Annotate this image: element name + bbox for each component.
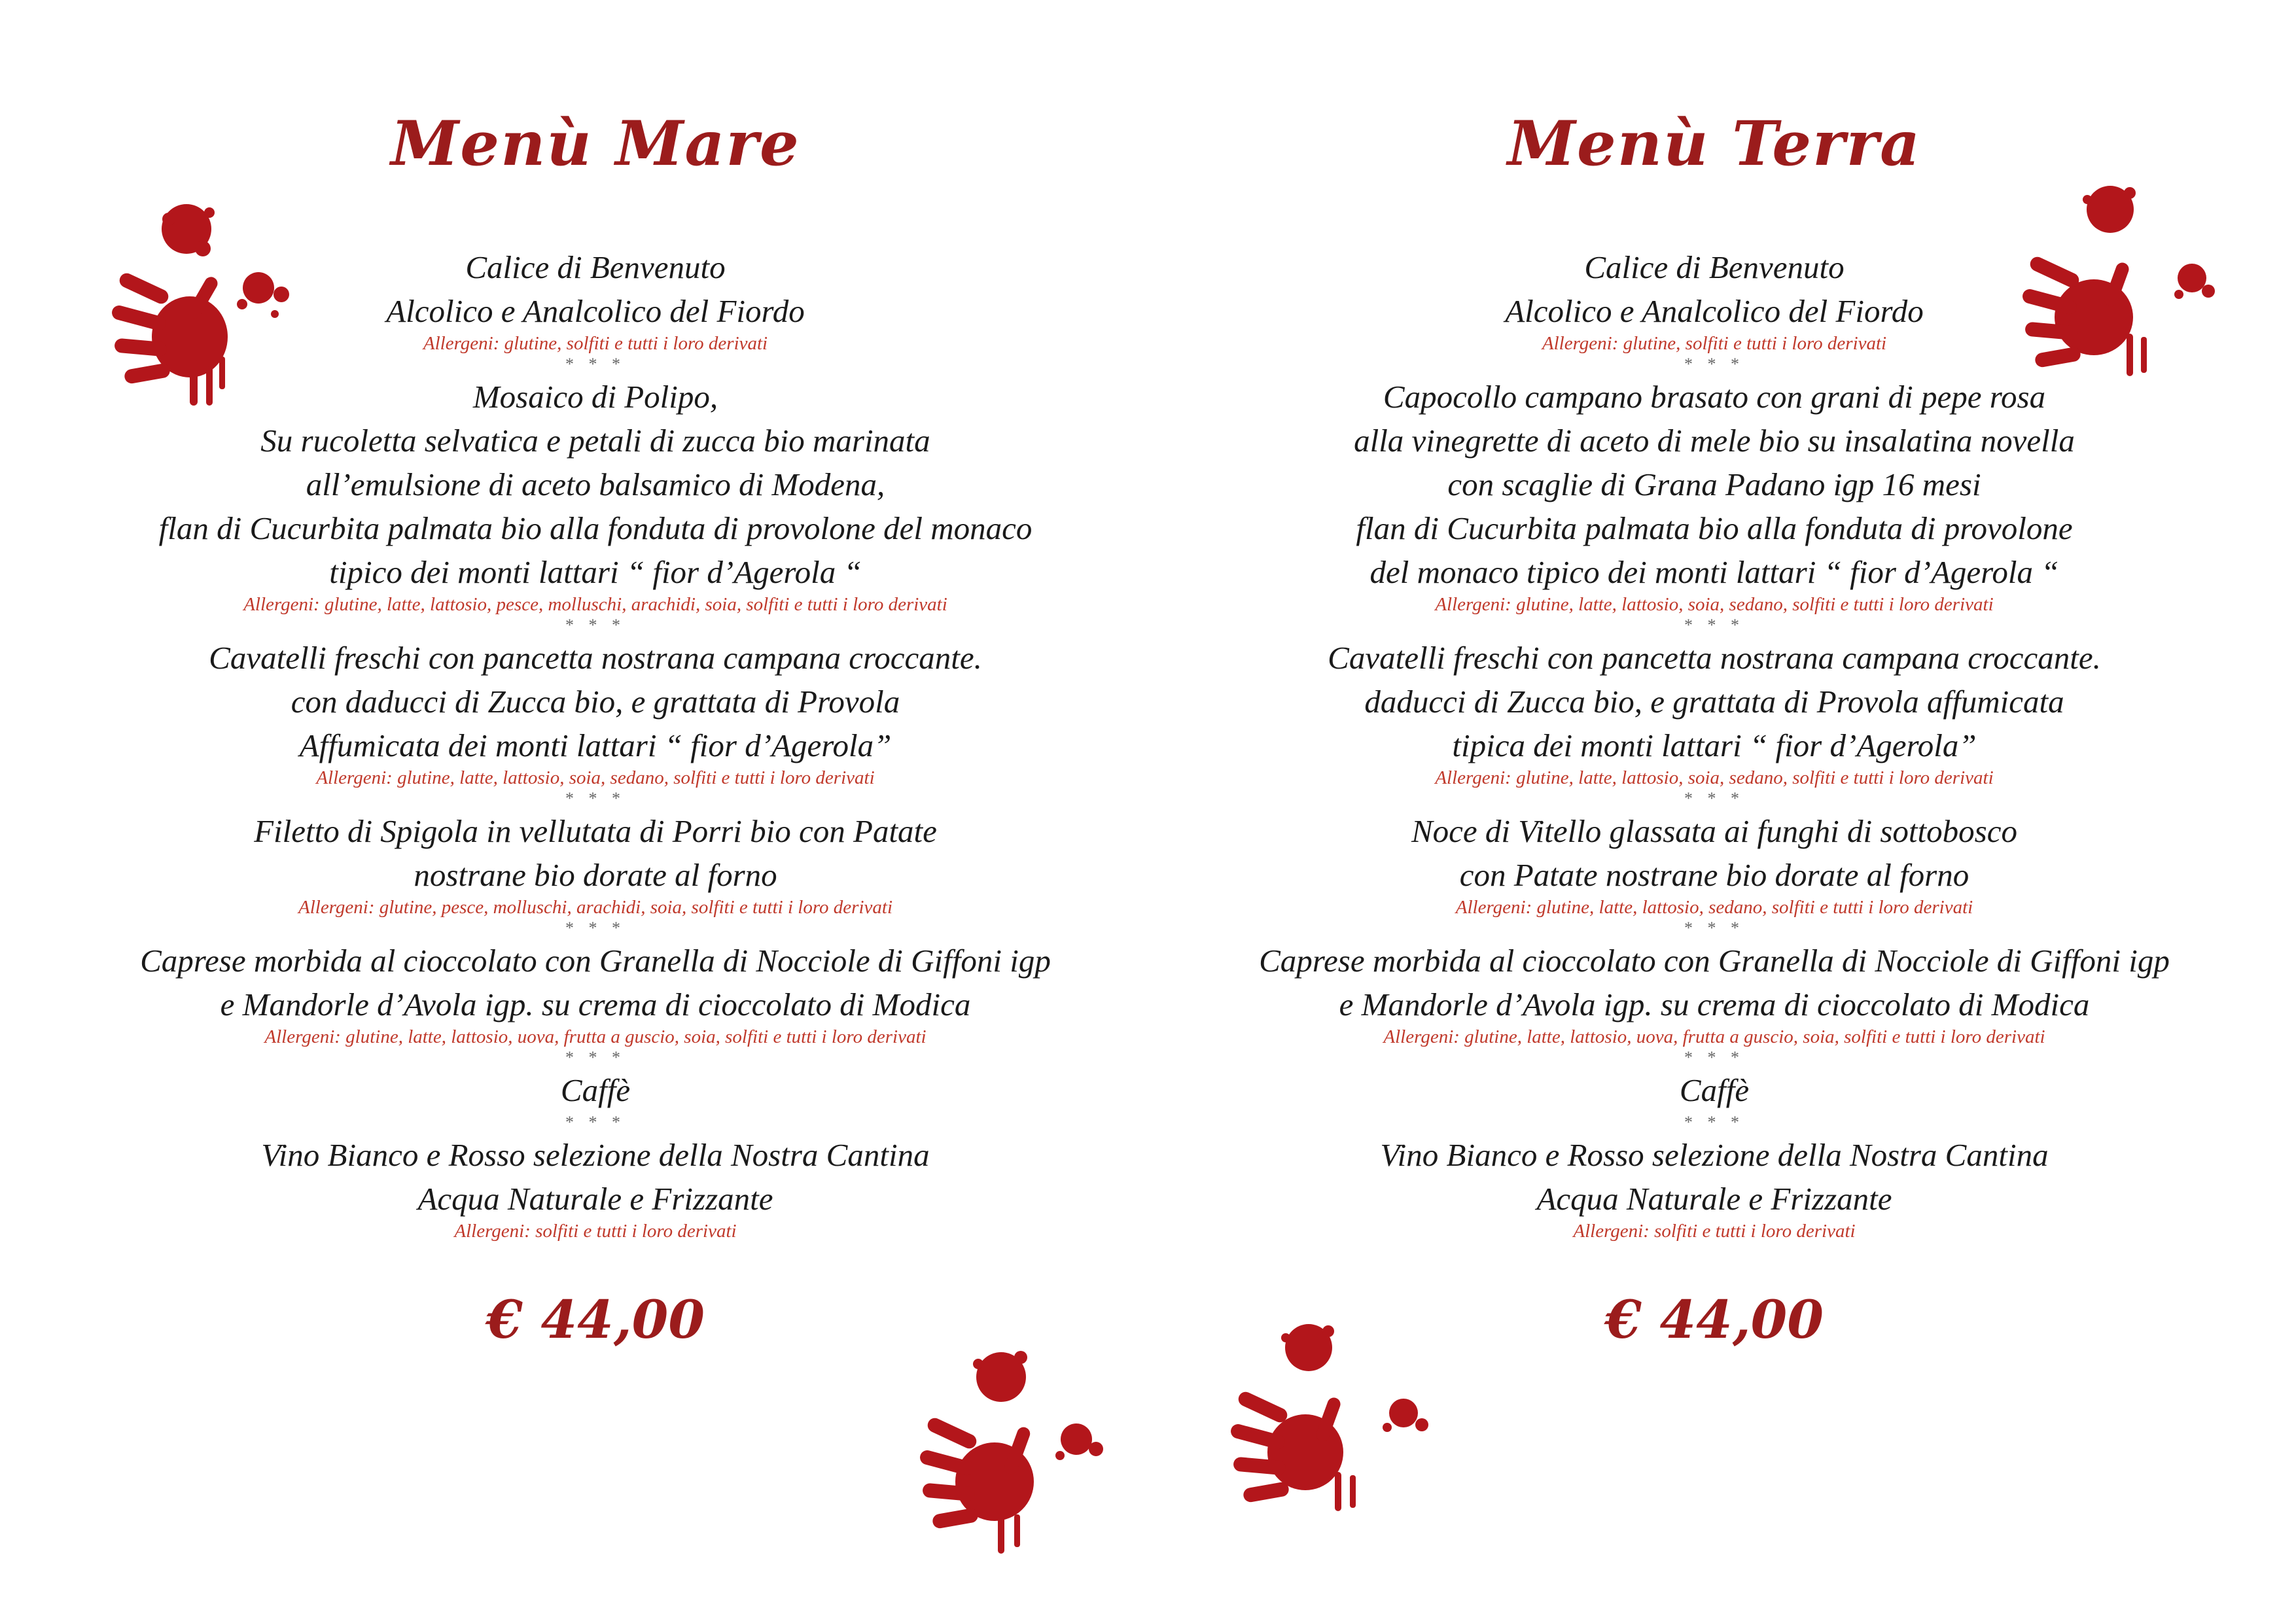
dish-line: Mosaico di Polipo, (472, 379, 718, 415)
separator: * * * (565, 1048, 626, 1067)
dish-line: Affumicata dei monti lattari “ fior d’Agerola” (299, 727, 892, 763)
separator: * * * (565, 616, 626, 635)
dish-line: e Mandorle d’Avola igp. su crema di cioccolato di Modica (220, 986, 971, 1022)
dish-line: Acqua Naturale e Frizzante (1536, 1181, 1892, 1217)
course-secondo (1204, 809, 2225, 939)
dish-line: flan di Cucurbita palmata bio alla fonduta di provolone del monaco (158, 510, 1033, 546)
separator: * * * (1684, 918, 1744, 937)
separator: * * * (1684, 1113, 1744, 1132)
allergen-note: Allergeni: glutine, latte, lattosio, soia, sedano, solfiti e tutti i loro derivati (1435, 767, 1994, 788)
separator: * * * (565, 918, 626, 937)
menu-price: € 44,00 (1604, 1289, 1824, 1350)
course-drinks (85, 1133, 1106, 1242)
dish-line: Cavatelli freschi con pancetta nostrana campana croccante. (1328, 640, 2101, 676)
dish-line: Acqua Naturale e Frizzante (417, 1181, 773, 1217)
dish-line: Noce di Vitello glassata ai funghi di sottobosco (1411, 813, 2017, 849)
allergen-note: Allergeni: glutine, latte, lattosio, uova, frutta a guscio, soia, solfiti e tutti i loro derivati (264, 1026, 927, 1047)
dish-line: con daducci di Zucca bio, e grattata di Provola (291, 684, 900, 720)
dish-line: Alcolico e Analcolico del Fiordo (1505, 293, 1924, 329)
dish-line: Capocollo campano brasato con grani di pepe rosa (1383, 379, 2046, 415)
dish-line: del monaco tipico dei monti lattari “ fior d’Agerola “ (1369, 554, 2059, 590)
course-antipasto (1204, 375, 2225, 636)
menu-price: € 44,00 (486, 1289, 705, 1350)
course-primo (85, 636, 1106, 809)
separator: * * * (565, 355, 626, 374)
separator: * * * (565, 789, 626, 808)
separator: * * * (1684, 1048, 1744, 1067)
dish-line: Caffè (1679, 1072, 1750, 1108)
separator: * * * (1684, 355, 1744, 374)
dish-line: con Patate nostrane bio dorate al forno (1459, 857, 1969, 893)
menu-title: Menù Mare (391, 108, 800, 180)
separator: * * * (565, 1113, 626, 1132)
allergen-note: Allergeni: glutine, solfiti e tutti i loro derivati (423, 333, 768, 354)
menu-body (85, 245, 1106, 1350)
dish-line: Vino Bianco e Rosso selezione della Nostra Cantina (1380, 1137, 2049, 1173)
dish-line: Caprese morbida al cioccolato con Granella di Nocciole di Giffoni igp (1259, 943, 2170, 979)
allergen-note: Allergeni: glutine, latte, lattosio, sedano, solfiti e tutti i loro derivati (1455, 897, 1973, 918)
dish-line: nostrane bio dorate al forno (414, 857, 777, 893)
dish-line: flan di Cucurbita palmata bio alla fonduta di provolone (1356, 510, 2073, 546)
dish-line: Filetto di Spigola in vellutata di Porri bio con Patate (254, 813, 937, 849)
dish-line: Calice di Benvenuto (1584, 249, 1845, 285)
course-caffe (85, 1068, 1106, 1133)
separator: * * * (1684, 616, 1744, 635)
dish-line: alla vinegrette di aceto di mele bio su insalatina novella (1354, 423, 2075, 459)
dish-line: Caffè (560, 1072, 631, 1108)
course-secondo (85, 809, 1106, 939)
menu-title: Menù Terra (1507, 108, 1922, 180)
allergen-note: Allergeni: glutine, solfiti e tutti i loro derivati (1542, 333, 1887, 354)
allergen-note: Allergeni: solfiti e tutti i loro derivati (1573, 1221, 1856, 1242)
dish-line: con scaglie di Grana Padano igp 16 mesi (1447, 466, 1981, 502)
allergen-note: Allergeni: solfiti e tutti i loro derivati (454, 1221, 737, 1242)
course-dolce (85, 939, 1106, 1068)
menu-body (1204, 245, 2225, 1350)
allergen-note: Allergeni: glutine, latte, lattosio, uova, frutta a guscio, soia, solfiti e tutti i loro derivati (1383, 1026, 2045, 1047)
dish-line: Cavatelli freschi con pancetta nostrana campana croccante. (209, 640, 982, 676)
dish-line: tipico dei monti lattari “ fior d’Agerola “ (329, 554, 862, 590)
course-primo (1204, 636, 2225, 809)
course-welcome (85, 245, 1106, 375)
allergen-note: Allergeni: glutine, latte, lattosio, pesce, molluschi, arachidi, soia, solfiti e tutti i loro derivati (243, 594, 947, 615)
course-caffe (1204, 1068, 2225, 1133)
dish-line: tipica dei monti lattari “ fior d’Agerola” (1452, 727, 1977, 763)
dish-line: Caprese morbida al cioccolato con Granella di Nocciole di Giffoni igp (140, 943, 1051, 979)
bloody-handprint-icon (887, 1328, 1122, 1563)
separator: * * * (1684, 789, 1744, 808)
allergen-note: Allergeni: glutine, latte, lattosio, soia, sedano, solfiti e tutti i loro derivati (1435, 594, 1994, 615)
dish-line: daducci di Zucca bio, e grattata di Provola affumicata (1364, 684, 2064, 720)
course-welcome (1204, 245, 2225, 375)
course-dolce (1204, 939, 2225, 1068)
course-antipasto (85, 375, 1106, 636)
dish-line: Su rucoletta selvatica e petali di zucca bio marinata (260, 423, 930, 459)
dish-line: Alcolico e Analcolico del Fiordo (386, 293, 805, 329)
dish-line: Calice di Benvenuto (465, 249, 726, 285)
allergen-note: Allergeni: glutine, pesce, molluschi, arachidi, soia, solfiti e tutti i loro derivati (298, 897, 893, 918)
dish-line: Vino Bianco e Rosso selezione della Nostra Cantina (261, 1137, 930, 1173)
dish-line: all’emulsione di aceto balsamico di Modena, (306, 466, 885, 502)
course-drinks (1204, 1133, 2225, 1242)
dish-line: e Mandorle d’Avola igp. su crema di cioccolato di Modica (1339, 986, 2090, 1022)
allergen-note: Allergeni: glutine, latte, lattosio, soia, sedano, solfiti e tutti i loro derivati (316, 767, 875, 788)
